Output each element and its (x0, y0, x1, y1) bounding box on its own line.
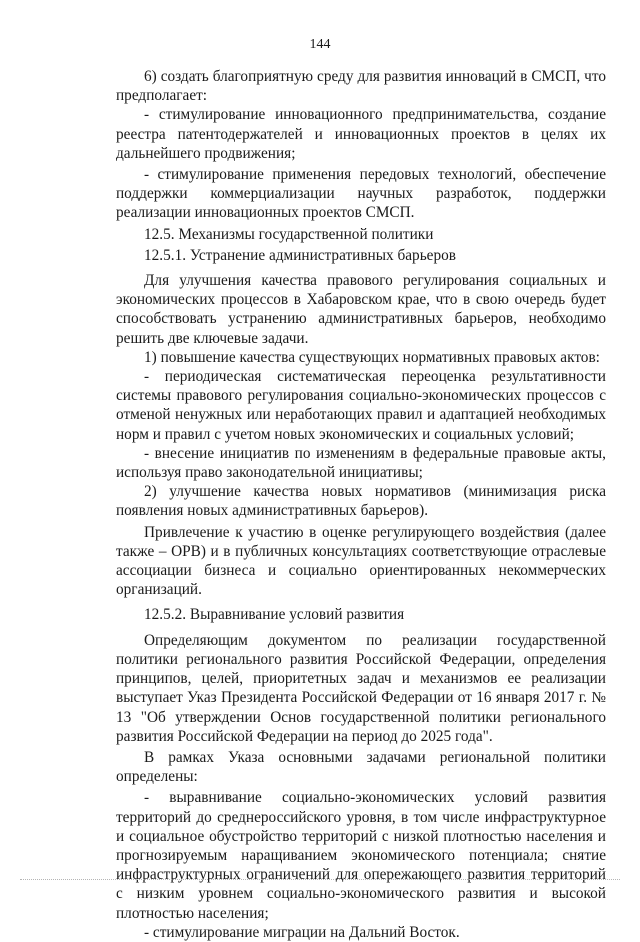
paragraph-item-6: 6) создать благоприятную среду для развития инноваций в СМСП, что предполагает: (116, 68, 606, 105)
paragraph-task-1: 1) повышение качества существующих нормативных правовых актов: (144, 348, 600, 366)
paragraph-bullet-migration: - стимулирование миграции на Дальний Восток. (144, 923, 460, 941)
page-bottom-divider (20, 879, 620, 880)
paragraph-orv-participation: Привлечение к участию в оценке регулирующего воздействия (далее также – ОРВ) и в публичных консультациях соответствующие отраслевые ассоциации бизнеса и социально ориентированных некоммерческих организаций. (116, 523, 606, 599)
paragraph-bullet-advanced-technologies: - стимулирование применения передовых технологий, обеспечение поддержки коммерциализации научных разработок, поддержки реализации инновационных проектов СМСП. (116, 166, 606, 222)
section-heading-12-5-1: 12.5.1. Устранение административных барьеров (144, 246, 456, 264)
paragraph-bullet-innovation-entrepreneurship: - стимулирование инновационного предпринимательства, создание реестра патентодержателей и инновационных проектов в целях их дальнейшего продвижения; (116, 106, 606, 162)
paragraph-bullet-periodic-review: - периодическая систематическая переоценка результативности системы правового регулирования социально-экономических процессов с отменой ненужных или неработающих правил и адаптацией необходимых норм и правил с учетом новых экономических и социальных условий; (116, 368, 606, 443)
paragraph-bullet-federal-initiatives: - внесение инициатив по изменениям в федеральные правовые акты, используя право законодательной инициативы; (116, 444, 606, 482)
document-body (116, 67, 606, 942)
section-heading-12-5: 12.5. Механизмы государственной политики (144, 225, 434, 243)
paragraph-decree-reference: Определяющим документом по реализации государственной политики регионального развития Российской Федерации, определения принципов, целей, приоритетных задач и механизмов ее реализации выступает Указ Президента Российской Федерации от 16 января 2017 г. № 13 "Об утверждении Основ государственной политики регионального развития Российской Федерации на период до 2025 года". (116, 631, 606, 745)
paragraph-task-2: 2) улучшение качества новых нормативов (минимизация риска появления новых административных барьеров). (116, 483, 606, 520)
paragraph-decree-tasks: В рамках Указа основными задачами региональной политики определены: (116, 748, 606, 786)
paragraph-bullet-equalization: - выравнивание социально-экономических условий развития территорий до среднероссийского уровня, в том числе инфраструктурное и социальное обустройство территорий с низкой плотностью населения и прогнозируемым наращиванием экономического потенциала; снятие инфраструктурных ограничений для опережающего развития территорий с низким уровнем социально-экономического развития и высокой плотностью населения; (116, 789, 606, 922)
section-heading-12-5-2: 12.5.2. Выравнивание условий развития (144, 606, 405, 624)
page-number: 144 (309, 37, 331, 52)
paragraph-regulation-quality: Для улучшения качества правового регулирования социальных и экономических процессов в Хабаровском крае, что в свою очередь будет способствовать устранению административных барьеров, необходимо решить две ключевые задачи. (116, 272, 606, 347)
